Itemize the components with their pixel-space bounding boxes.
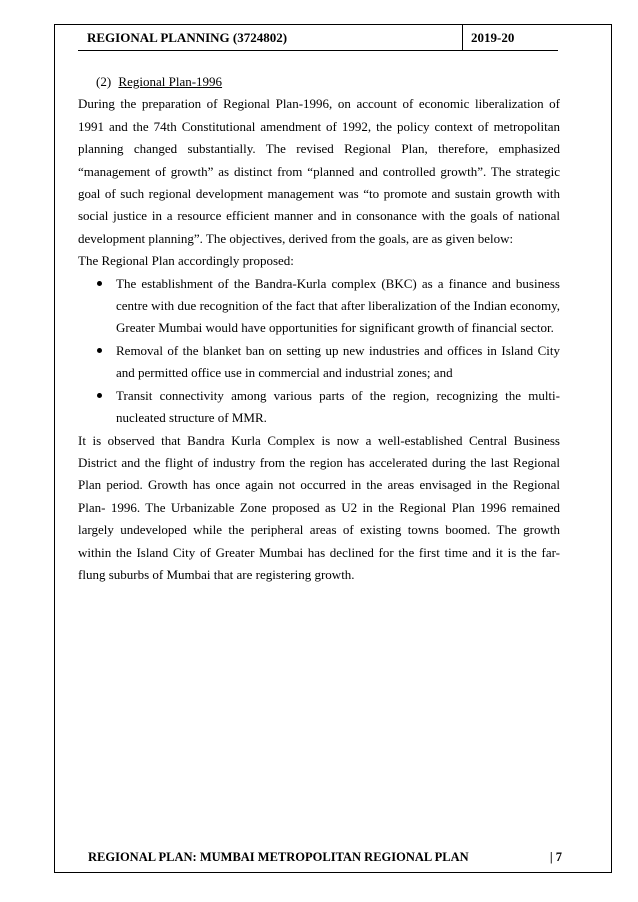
- paragraph-2: It is observed that Bandra Kurla Complex is now a well-established Central Business District and the flight of industry from the region has accelerated during the last Regional Plan period. Growth has once again not occurred in the areas envisaged in the Regional Plan- 1996. The Urbanizable Zone proposed as U2 in the Regional Plan 1996 remained largely undeveloped while the peripheral areas of existing towns boomed. The growth within the Island City of Greater Mumbai has declined for the first time and it is the far-flung suburbs of Mumbai that are registering growth.: [78, 432, 560, 582]
- intro-line: The Regional Plan accordingly proposed:: [78, 253, 294, 269]
- bullet-text: Removal of the blanket ban on setting up new industries and offices in Island City and permitted office use in commercial and industrial zones; and: [116, 342, 560, 381]
- paragraph-1: During the preparation of Regional Plan-1996, on account of economic liberalization of 1991 and the 74th Constitutional amendment of 1992, the policy context of metropolitan planning changed substantially. The revised Regional Plan, therefore, emphasized “management of growth” as distinct from “planned and controlled growth”. The strategic goal of such regional development management was “to promote and sustain growth with social justice in a resource efficient manner and in consonance with the goals of national development planning”. The objectives, derived from the goals, are as given below:: [78, 96, 560, 246]
- page-header: [78, 24, 558, 51]
- footer-title: REGIONAL PLAN: MUMBAI METROPOLITAN REGIONAL PLAN: [88, 850, 469, 864]
- main-content: [78, 71, 560, 586]
- page-number: | 7: [549, 850, 562, 864]
- section-number: (2): [96, 74, 112, 89]
- bullet-text: Transit connectivity among various parts of the region, recognizing the multi-nucleated structure of MMR.: [116, 387, 560, 426]
- bullet-icon: [97, 393, 102, 398]
- bullet-icon: [97, 281, 102, 286]
- bullet-list: [78, 273, 560, 430]
- header-year: 2019-20: [471, 30, 515, 45]
- page-footer: [78, 850, 562, 865]
- bullet-item: [78, 385, 560, 430]
- bullet-item: [78, 273, 560, 340]
- bullet-item: [78, 340, 560, 385]
- section-heading: [78, 71, 560, 93]
- section-title: Regional Plan-1996: [118, 74, 223, 89]
- bullet-text: The establishment of the Bandra-Kurla complex (BKC) as a finance and business centre with due recognition of the fact that after liberalization of the Indian economy, Greater Mumbai would have opportunities for significant growth of financial sector.: [116, 275, 560, 336]
- bullet-icon: [97, 348, 102, 353]
- header-course-title: REGIONAL PLANNING (3724802): [78, 24, 463, 50]
